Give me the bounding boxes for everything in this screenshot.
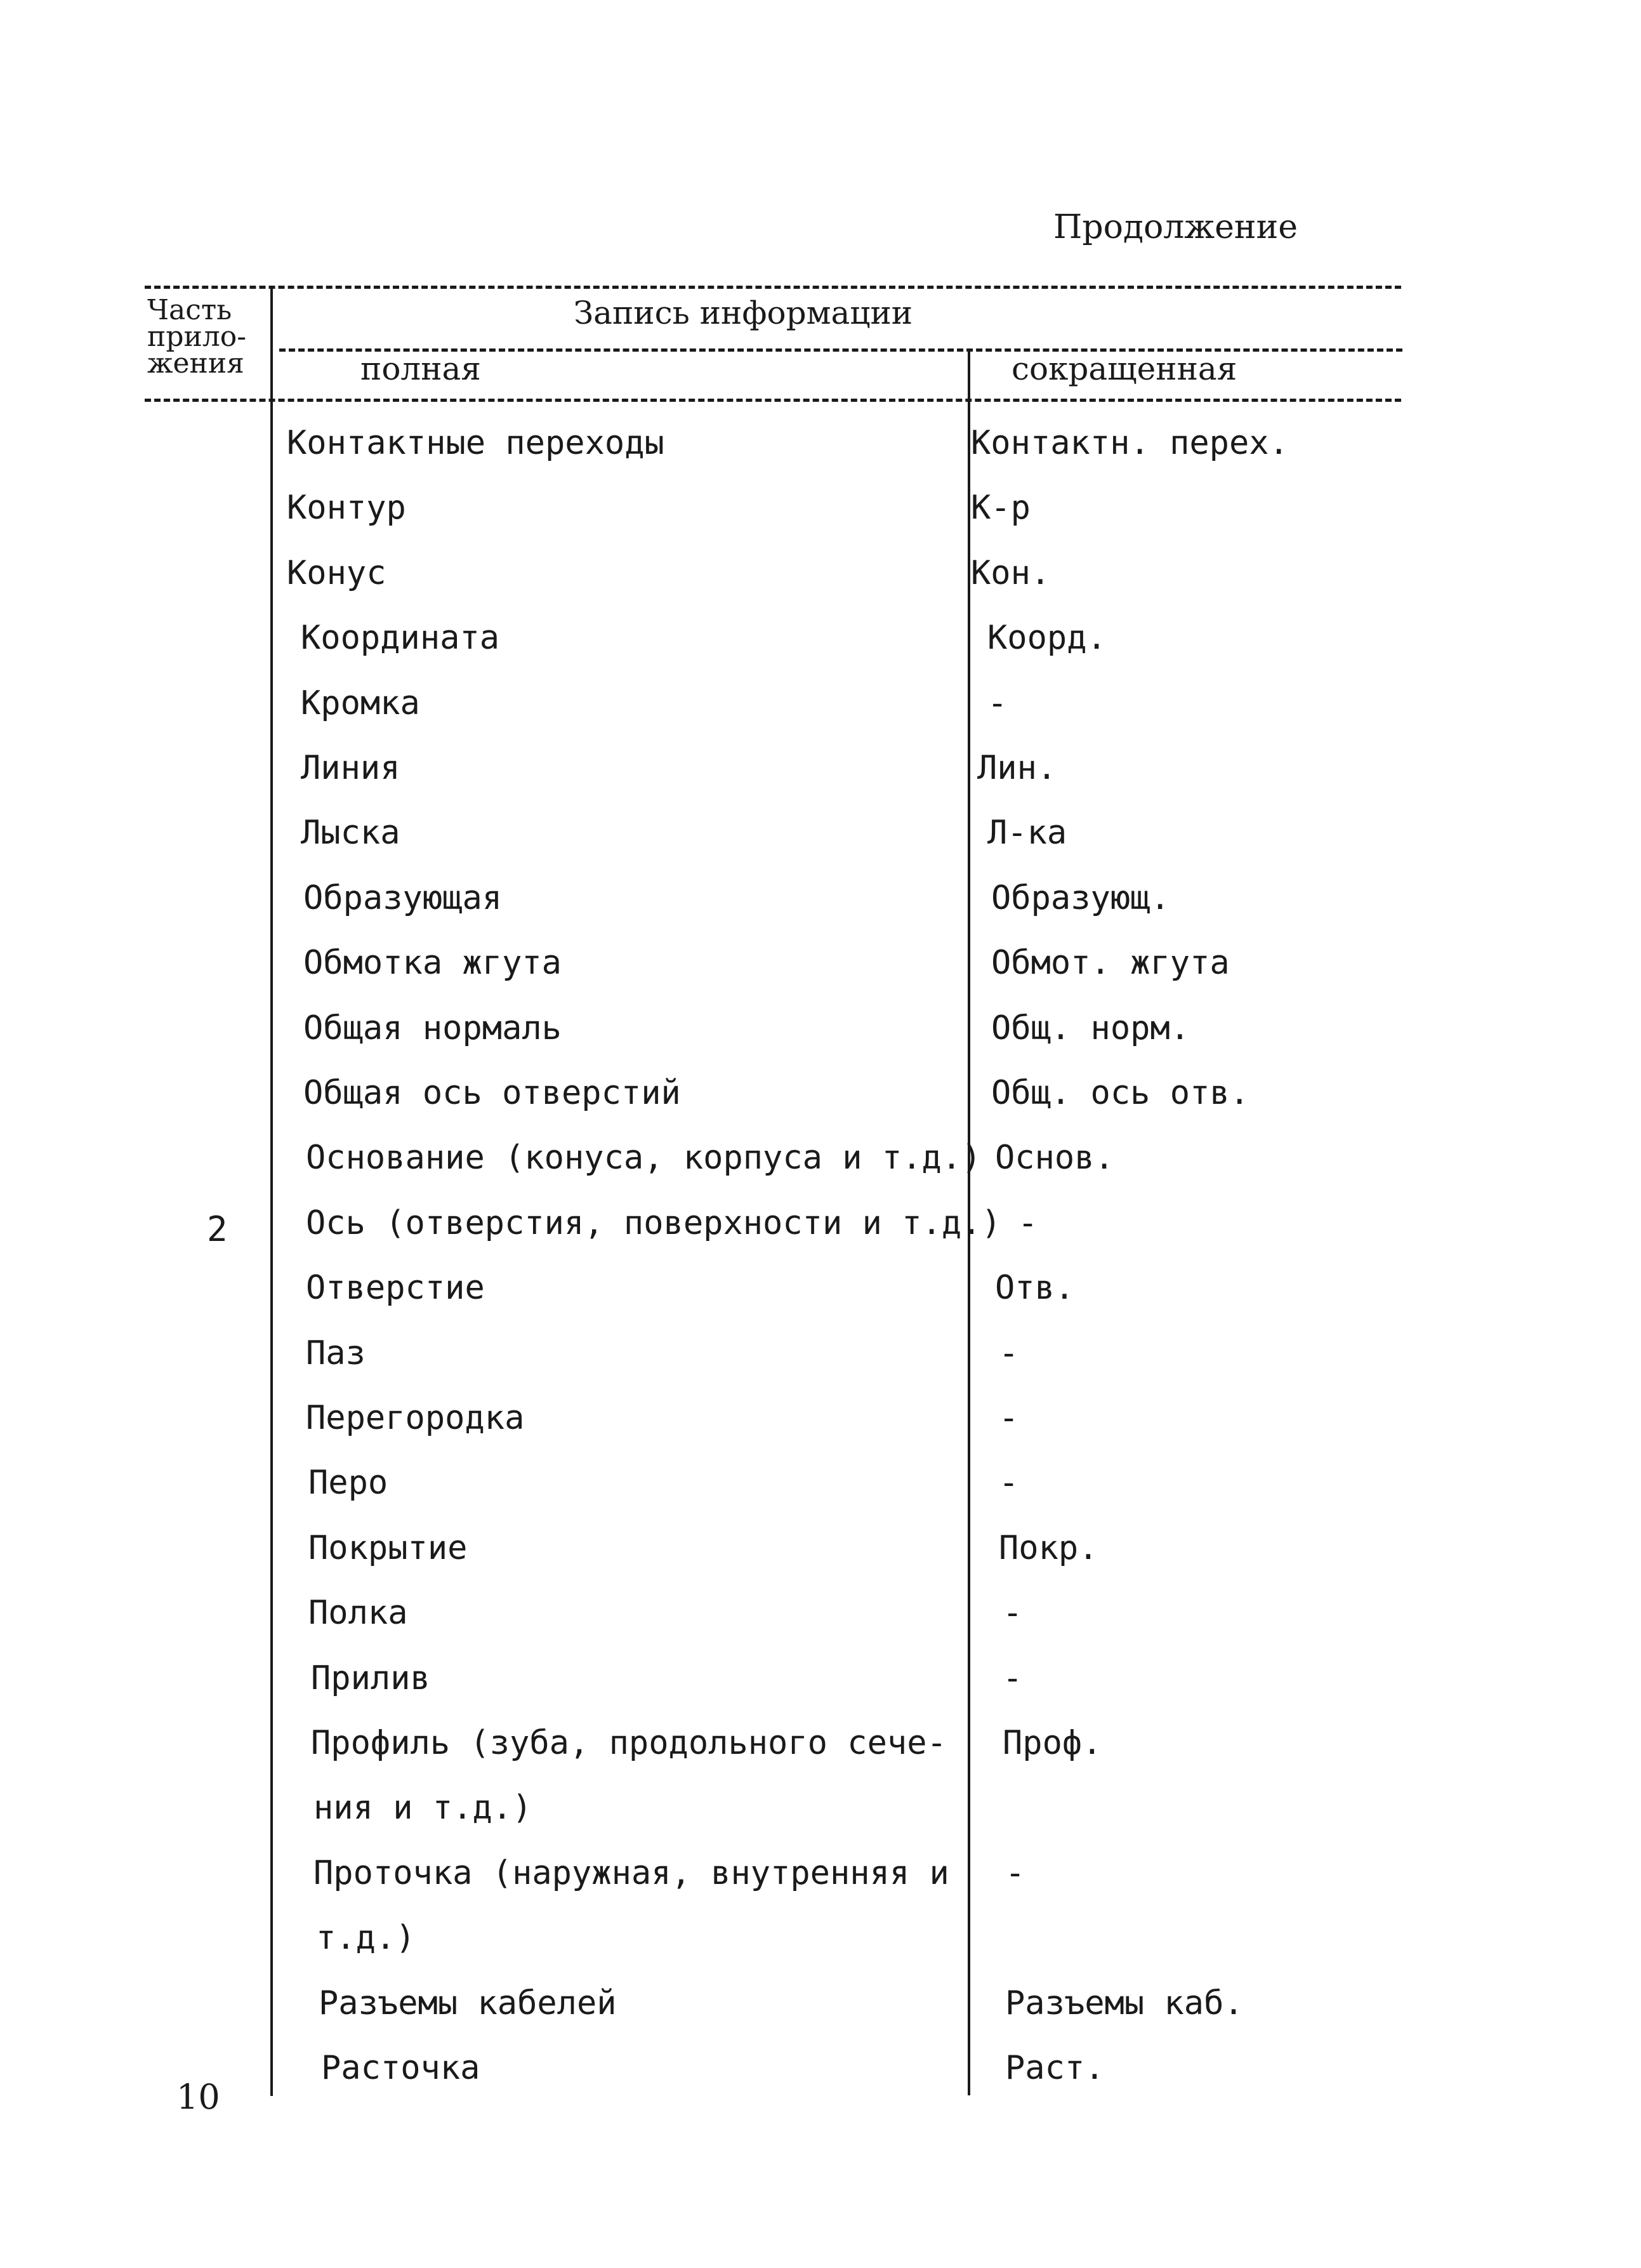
short-cell: - [999, 1334, 1019, 1372]
header-short-label: сокращенная [1012, 350, 1237, 387]
short-cell: - [999, 1464, 1019, 1502]
full-cell: Контактные переходы [287, 424, 664, 462]
full-cell: Разъемы кабелей [319, 1984, 617, 2022]
full-cell: Общая нормаль [303, 1009, 562, 1047]
full-cell: т.д.) [316, 1919, 416, 1957]
full-cell: Лыска [301, 814, 400, 852]
header-part-line2: прило- [147, 321, 247, 353]
short-cell: Покр. [999, 1529, 1098, 1567]
full-cell: Обмотка жгута [303, 944, 562, 982]
short-cell: Образующ. [991, 879, 1170, 917]
full-cell: Покрытие [308, 1529, 468, 1567]
short-cell: Лин. [977, 749, 1057, 787]
short-cell: Основ. [995, 1139, 1114, 1177]
header-record-title: Запись информации [574, 295, 913, 331]
full-cell: Конус [287, 554, 386, 592]
full-cell: Профиль (зуба, продольного сече- [311, 1724, 947, 1762]
full-cell: Прилив [311, 1659, 430, 1697]
full-cell: ния и т.д.) [313, 1789, 532, 1827]
full-cell: Основание (конуса, корпуса и т.д.) [306, 1139, 982, 1177]
short-cell: Проф. [1003, 1724, 1102, 1762]
short-cell: Кон. [971, 554, 1051, 592]
continuation-caption: Продолжение [1053, 208, 1298, 246]
full-cell: Координата [301, 619, 500, 657]
short-cell: К-р [971, 489, 1031, 527]
short-cell: Л-ка [987, 814, 1067, 852]
short-cell: - [1003, 1659, 1023, 1697]
part-number: 2 [207, 1209, 228, 1249]
full-cell: Паз [306, 1334, 366, 1372]
short-cell: Коорд. [987, 619, 1107, 657]
header-full-label: полная [360, 350, 481, 387]
short-cell: Общ. норм. [991, 1009, 1190, 1047]
short-cell: Контактн. перех. [971, 424, 1289, 462]
full-cell: Перегородка [306, 1399, 525, 1437]
header-part-line1: Часть [147, 294, 232, 326]
short-cell: - [1018, 1204, 1038, 1242]
page-number: 10 [176, 2077, 220, 2117]
full-cell: Образующая [303, 879, 503, 917]
short-cell: - [999, 1399, 1019, 1437]
full-cell: Общая ось отверстий [303, 1074, 681, 1112]
header-part-line3: жения [147, 347, 244, 380]
full-cell: Отверстие [306, 1269, 485, 1307]
full-cell: Полка [308, 1594, 408, 1632]
full-cell: Контур [287, 489, 406, 527]
short-cell: Общ. ось отв. [991, 1074, 1249, 1112]
short-cell: Обмот. жгута [991, 944, 1230, 982]
short-cell: - [987, 684, 1008, 722]
short-cell: Раст. [1005, 2049, 1105, 2087]
short-cell: - [1005, 1854, 1025, 1892]
full-cell: Расточка [321, 2049, 480, 2087]
short-cell: - [1003, 1594, 1023, 1632]
full-cell: Линия [301, 749, 400, 787]
full-cell: Кромка [301, 684, 420, 722]
short-cell: Отв. [995, 1269, 1075, 1307]
full-cell: Перо [308, 1464, 388, 1502]
full-cell: Проточка (наружная, внутренняя и [313, 1854, 949, 1892]
full-cell: Ось (отверстия, поверхности и т.д.) [306, 1204, 1001, 1242]
short-cell: Разъемы каб. [1005, 1984, 1244, 2022]
